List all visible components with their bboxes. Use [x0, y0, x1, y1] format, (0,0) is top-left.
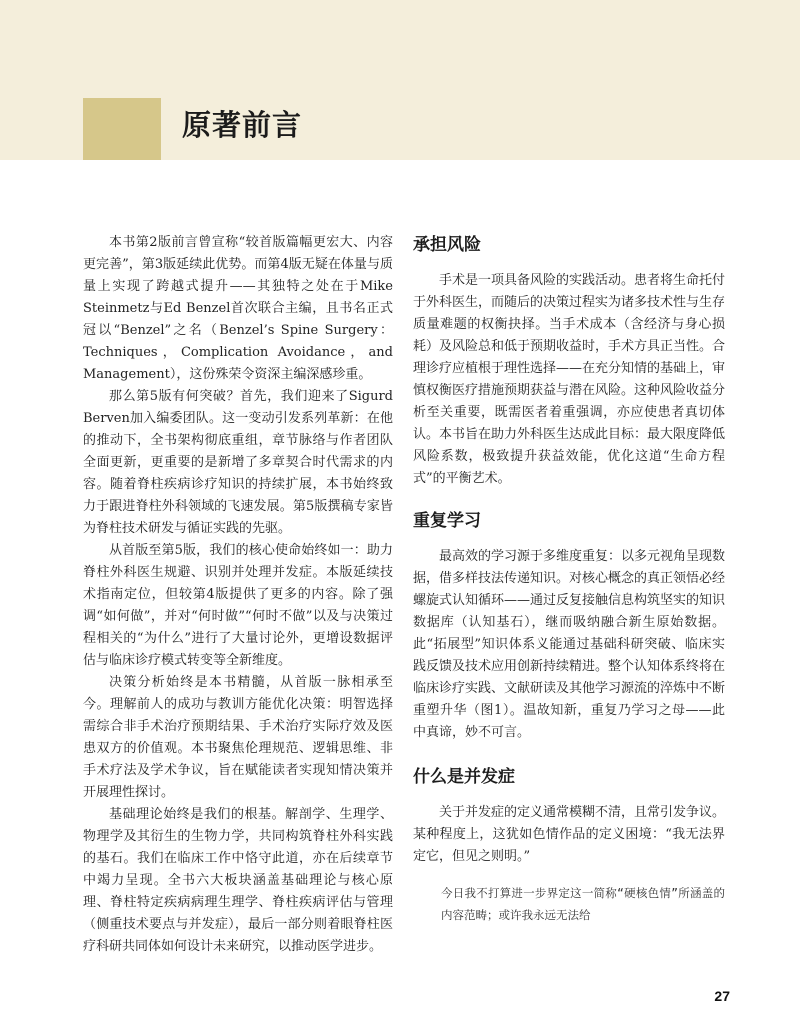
paragraph: 决策分析始终是本书精髓，从首版一脉相承至今。理解前人的成功与教训方能优化决策：明智选择需综合非手术治疗预期结果、手术治疗实际疗效及医患双方的价值观。本书聚焦伦理规范、逻辑思维、非手术疗法及学术争议，旨在赋能读者实现知情决策并开展理性探讨。 [83, 675, 393, 800]
paragraph: 本书第2版前言曾宣称“较首版篇幅更宏大、内容更完善”，第3版延续此优势。而第4版无疑在体量与质量上实现了跨越式提升——其独特之处在于Mike Steinmetz与Ed Benzel首次联合主编，且书名正式冠以“Benzel”之名（Benzel’s Spine Surgery：Techniques，Complication Avoidance，and Management），这份殊荣令资深主编深感珍重。 [83, 235, 393, 382]
page-title: 原著前言 [182, 108, 303, 142]
section-heading-complication: 什么是并发症 [413, 767, 515, 787]
left-column [83, 232, 393, 958]
header-accent-square [83, 98, 161, 160]
paragraph: 基础理论始终是我们的根基。解剖学、生理学、物理学及其衍生的生物力学，共同构筑脊柱外科实践的基石。我们在临床工作中恪守此道，亦在后续章节中竭力呈现。全书六大板块涵盖基础理论与核心原理、脊柱特定疾病病理生理学、脊柱疾病评估与管理（侧重技术要点与并发症），最后一部分则着眼脊柱医疗科研共同体如何设计未来研究，以推动医学进步。 [83, 807, 393, 954]
section-heading-risk: 承担风险 [413, 235, 481, 255]
paragraph: 最高效的学习源于多维度重复：以多元视角呈现数据，借多样技法传递知识。对核心概念的真正领悟必经螺旋式认知循环——通过反复接触信息构筑坚实的知识数据库（认知基石），继而吸纳融合新生原始数据。此“拓展型”知识体系义能通过基础科研突破、临床实践反馈及技术应用创新持续精进。整个认知体系终将在临床诊疗实践、文献研读及其他学习源流的淬炼中不断重塑升华（图1）。温故知新，重复乃学习之母——此中真谛，妙不可言。 [413, 549, 726, 740]
paragraph: 那么第5版有何突破？首先，我们迎来了Sigurd Berven加入编委团队。这一变动引发系列革新：在他的推动下，全书架构彻底重组，章节脉络与作者团队全面更新，更重要的是新增了多章契合时代需求的内容。随着脊柱疾病诊疗知识的持续扩展，本书始终致力于跟进脊柱外科领域的飞速发展。第5版撰稿专家皆为脊柱技术研发与循证实践的先驱。 [83, 389, 393, 536]
section-heading-repetition: 重复学习 [413, 511, 481, 531]
right-column [413, 232, 725, 926]
page-number: 27 [714, 988, 730, 1004]
paragraph: 手术是一项具备风险的实践活动。患者将生命托付于外科医生，而随后的决策过程实为诸多技术性与生存质量难题的权衡抉择。当手术成本（含经济与身心损耗）及风险总和低于预期收益时，手术方具正当性。合理诊疗应植根于理性选择——在充分知情的基础上，审慎权衡医疗措施预期获益与潜在风险。这种风险收益分析至关重要，既需医者着重强调，亦应使患者真切体认。本书旨在助力外科医生达成此目标：最大限度降低风险系数，极致提升获益效能，优化这道“生命方程式”的平衡艺术。 [413, 273, 726, 486]
block-quote: 今日我不打算进一步界定这一简称“硬核色情”所涵盖的内容范畴；或许我永远无法给 [441, 886, 725, 922]
paragraph: 从首版至第5版，我们的核心使命始终如一：助力脊柱外科医生规避、识别并处理并发症。本版延续技术指南定位，但较第4版提供了更多的内容。除了强调“如何做”，并对“何时做”“何时不做”以及与决策过程相关的“为什么”进行了大量讨论外，更增设数据评估与临床诊疗模式转变等全新维度。 [83, 543, 393, 668]
paragraph: 关于并发症的定义通常模糊不清，且常引发争议。某种程度上，这犹如色情作品的定义困境：“我无法界定它，但见之则明。” [413, 805, 726, 864]
